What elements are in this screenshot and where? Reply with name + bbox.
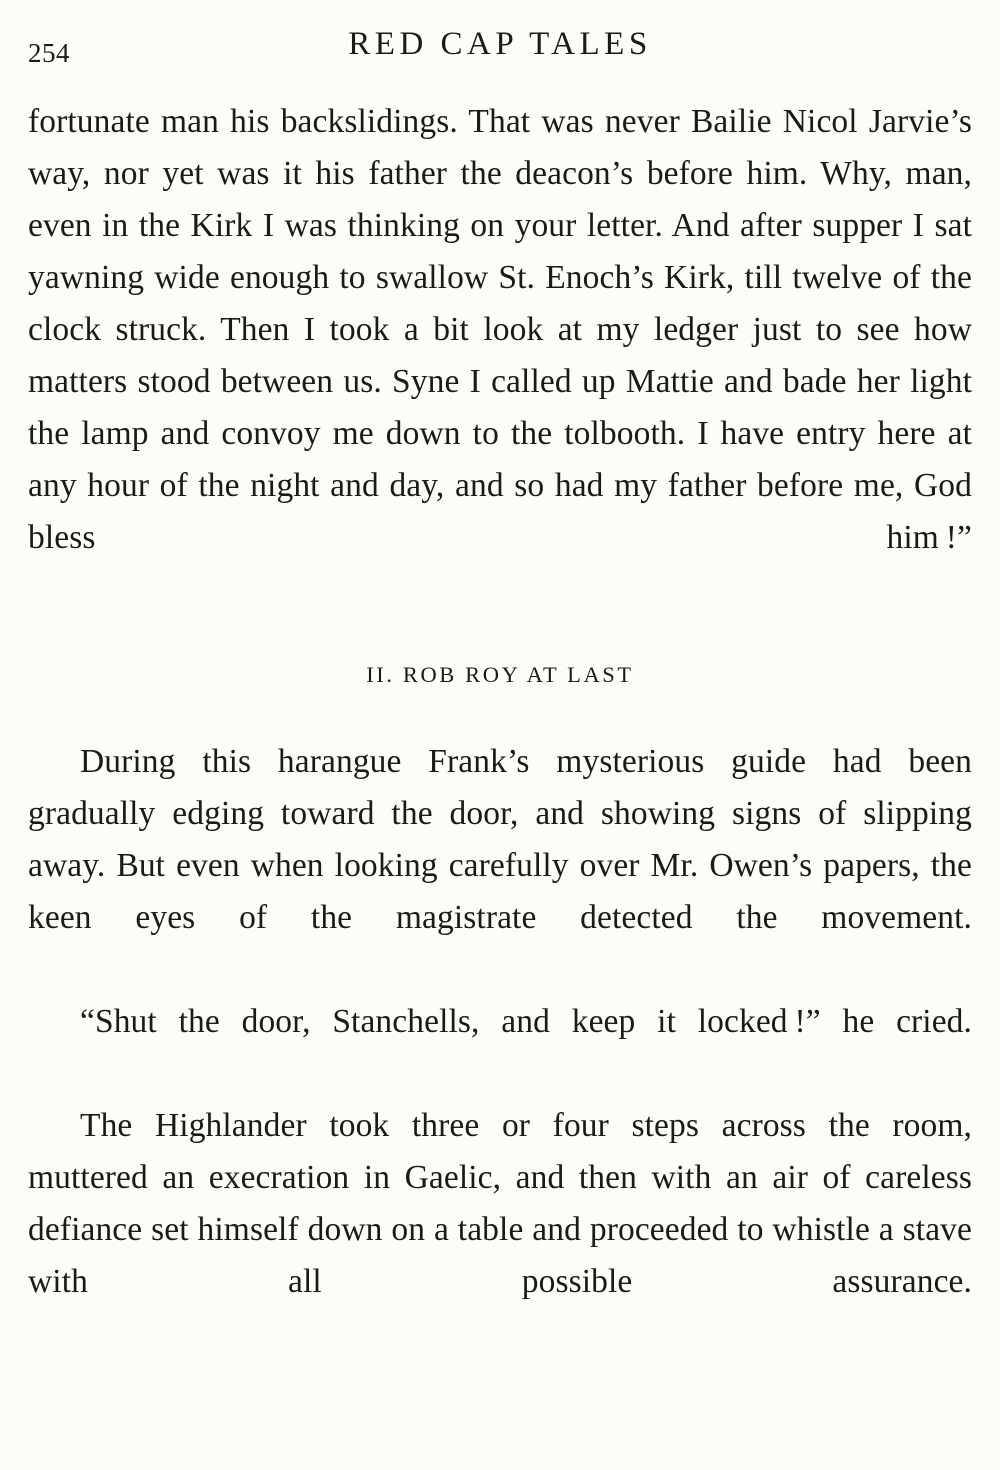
- running-head: [0, 18, 1000, 70]
- page-number: 254: [28, 38, 70, 68]
- running-head-title: RED CAP TALES: [348, 26, 652, 62]
- paragraph-continuation: fortunate man his backslidings. That was never Bailie Nicol Jarvie’s way, nor yet was it his father the deacon’s before him. Why, man, even in the Kirk I was thinking on your letter. And after supper I sat yawning wide enough to swallow St. Enoch’s Kirk, till twelve of the clock struck. Then I took a bit look at my ledger just to see how matters stood between us. Syne I called up Mattie and bade her light the lamp and convoy me down to the tolbooth. I have entry here at any hour of the night and day, and so had my father before me, God bless him !”: [28, 103, 972, 556]
- body-text: [28, 96, 972, 1360]
- paragraph-4: The Highlander took three or four steps across the room, muttered an execration in Gaelic, and then with an air of careless defiance set himself down on a table and proceeded to whistle a stave with all possible assurance.: [28, 1107, 972, 1300]
- paragraph-2: During this harangue Frank’s mysterious guide had been gradually edging toward the door, and showing signs of slipping away. But even when looking carefully over Mr. Owen’s papers, the keen eyes of the magistrate detected the movement.: [28, 743, 972, 936]
- paragraph-3: “Shut the door, Stanchells, and keep it locked !” he cried.: [80, 1003, 972, 1040]
- section-heading: II. ROB ROY AT LAST: [366, 662, 634, 687]
